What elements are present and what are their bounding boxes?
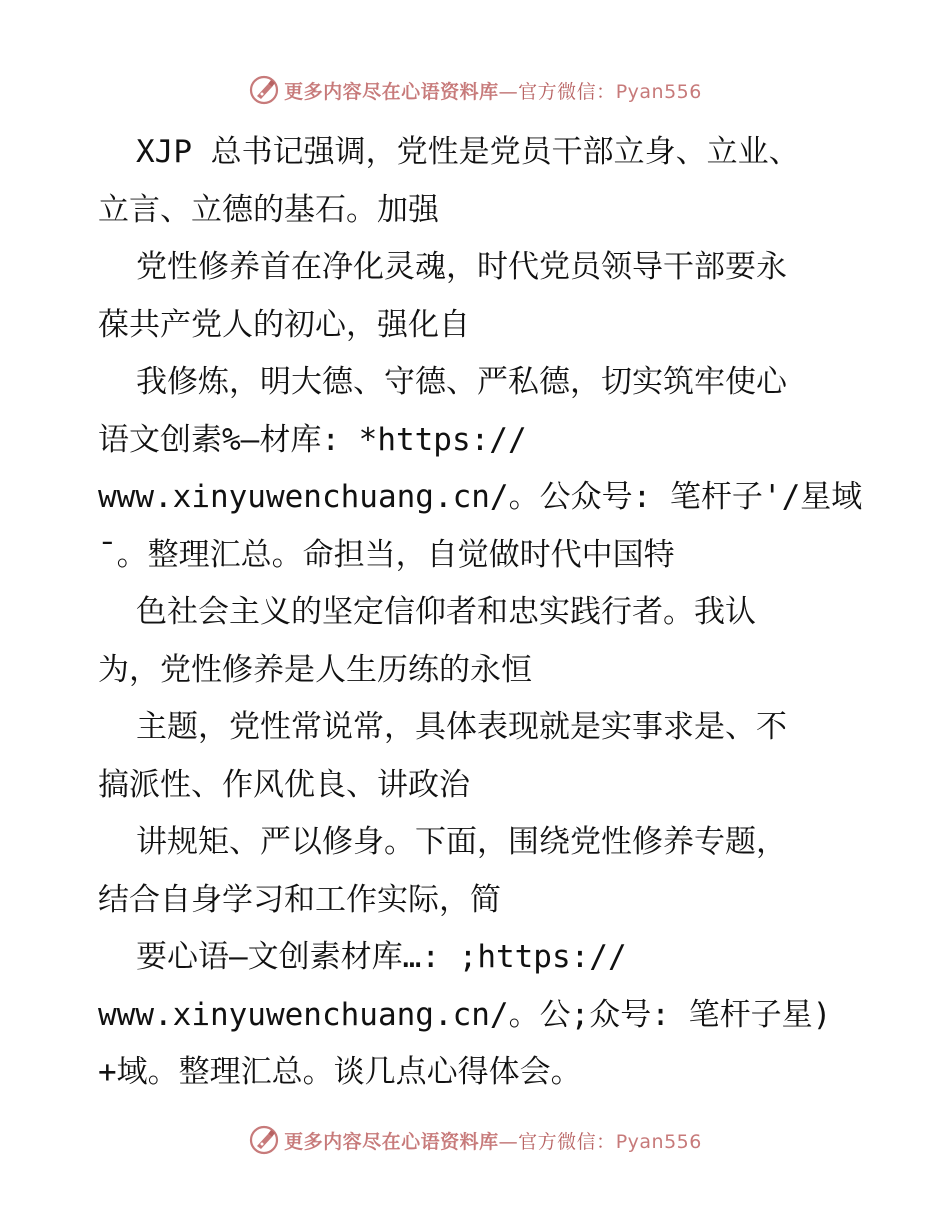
body-text-line: 语文创素%—材库: *https:// bbox=[98, 421, 527, 458]
body-text-line: +域。整理汇总。谈几点心得体会。 bbox=[98, 1054, 582, 1090]
body-text-line: 主题，党性常说常，具体表现就是实事求是、不 bbox=[136, 709, 787, 745]
body-text-line: www.xinyuwenchuang.cn/。公众号: 笔杆子'/星域 bbox=[98, 479, 863, 515]
body-text-line: 葆共产党人的初心，强化自 bbox=[98, 306, 470, 343]
footer-watermark-text bbox=[284, 1127, 702, 1154]
body-text-line: 我修炼，明大德、守德、严私德，切实筑牢使心 bbox=[136, 364, 787, 400]
body-text-line: 色社会主义的坚定信仰者和忠实践行者。我认 bbox=[136, 594, 756, 630]
header-watermark-main: 更多内容尽在心语资料库 bbox=[284, 80, 499, 103]
pen-nib-circle-icon bbox=[248, 74, 280, 106]
body-text-line: 搞派性、作风优良、讲政治 bbox=[98, 766, 470, 803]
body-text-line: 党性修养首在净化灵魂，时代党员领导干部要永 bbox=[136, 249, 787, 285]
body-text-line: 立言、立德的基石。加强 bbox=[98, 191, 439, 228]
footer-wechat-id: Pyan556 bbox=[615, 1130, 702, 1153]
body-text-line: 要心语—文创素材库…: ;https:// bbox=[136, 939, 627, 975]
body-text-line: XJP 总书记强调，党性是党员干部立身、立业、 bbox=[136, 134, 800, 170]
header-wechat-id: Pyan556 bbox=[615, 80, 702, 103]
body-text-line: ¯。整理汇总。命担当，自觉做时代中国特 bbox=[98, 536, 675, 573]
body-text-line: 为，党性修养是人生历练的永恒 bbox=[98, 651, 532, 688]
header-watermark-banner bbox=[0, 70, 950, 110]
body-text-line: 讲规矩、严以修身。下面，围绕党性修养专题， bbox=[136, 824, 787, 860]
header-watermark-sub: —官方微信： bbox=[498, 80, 616, 103]
body-text-line: 结合自身学习和工作实际，简 bbox=[98, 881, 501, 918]
pen-nib-circle-icon bbox=[248, 1124, 280, 1156]
footer-watermark-sub: —官方微信： bbox=[498, 1130, 616, 1153]
header-watermark-text bbox=[284, 77, 702, 104]
body-text-line: www.xinyuwenchuang.cn/。公;众号: 笔杆子星) bbox=[98, 996, 832, 1033]
footer-watermark-main: 更多内容尽在心语资料库 bbox=[284, 1130, 499, 1153]
document-body bbox=[98, 124, 898, 1102]
footer-watermark-banner bbox=[0, 1120, 950, 1160]
